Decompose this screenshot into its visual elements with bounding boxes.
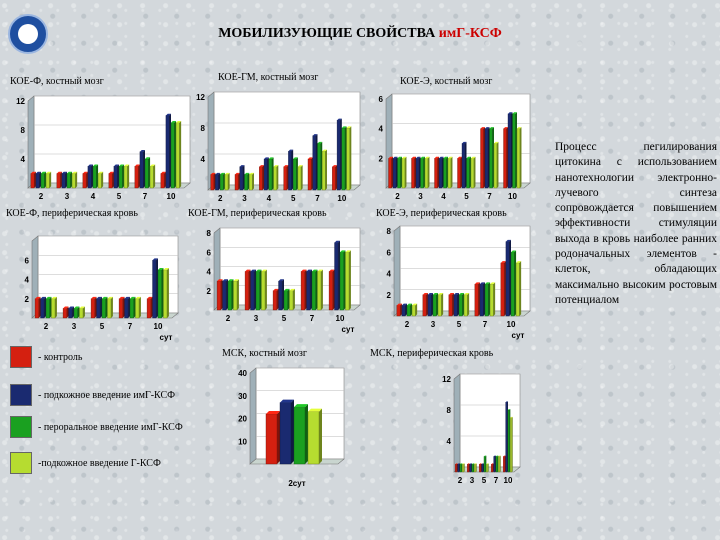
- bar-subcut_img: [307, 270, 312, 310]
- bar-subcut_gcsf: [402, 157, 406, 188]
- bar-subcut_img: [97, 297, 102, 318]
- y-tick-label: 4: [386, 269, 391, 279]
- bar-control: [423, 293, 428, 316]
- chart-label-cfu-f-bm: КОЕ-Ф, костный мозг: [10, 76, 104, 87]
- x-tick-label: 2: [217, 194, 223, 203]
- legend-label-oral-img: - пероральное введение имГ-КСФ: [38, 421, 183, 433]
- bar-subcut_gcsf: [486, 463, 488, 472]
- legend-subcut-img: [10, 384, 175, 406]
- bar-oral_img: [269, 157, 274, 190]
- bar-subcut_gcsf: [322, 150, 327, 190]
- legend-control: [10, 346, 82, 368]
- x-tick-label: 10: [506, 320, 516, 329]
- bar-control: [412, 157, 416, 188]
- y-tick-label: 12: [16, 97, 25, 106]
- bar-control: [161, 172, 166, 188]
- chart-side-wall: [394, 226, 400, 316]
- bar-subcut_gcsf: [490, 282, 495, 316]
- x-tick-label: 5: [464, 192, 469, 201]
- bar-subcut_gcsf: [79, 306, 84, 318]
- bar-subcut_gcsf: [474, 463, 476, 472]
- bar-control: [458, 157, 462, 188]
- chart-label-cfu-gm-bm: КОЕ-ГМ, костный мозг: [218, 72, 319, 83]
- x-tick-label: 5: [281, 314, 287, 323]
- bar-control: [273, 289, 278, 310]
- bar-oral_img: [460, 463, 462, 472]
- bar-subcut_img: [393, 157, 397, 188]
- bar-subcut_img: [506, 401, 508, 472]
- bar-subcut_gcsf: [46, 172, 51, 188]
- y-tick-label: 6: [386, 248, 391, 258]
- bar-oral_img: [294, 404, 308, 464]
- x-tick-label: 10: [153, 322, 163, 331]
- x-tick-label: 7: [142, 192, 148, 201]
- x-tick-label: 7: [482, 320, 488, 329]
- chart-cfu-f-peripheral-blood: [14, 232, 184, 344]
- bar-subcut_gcsf: [249, 173, 254, 190]
- x-tick-label: 5: [481, 476, 487, 485]
- legend-swatch-control: [10, 346, 32, 368]
- bar-control: [301, 270, 306, 310]
- x-tick-label: 10: [337, 194, 347, 203]
- y-tick-label: 12: [196, 93, 205, 102]
- bar-control: [235, 173, 240, 190]
- bar-oral_img: [284, 289, 289, 310]
- description-text: Процесс пегилирования цитокина с использованием нанотехнологии электронно-лучевого синтеза сопровождается повышением эффективности стимуляции выхода в кровь наиболее ранних родоначальных элементов - клеток, обладающих максимально высоким ростовым потенциалом: [555, 141, 717, 306]
- y-tick-label: 20: [238, 414, 247, 424]
- bar-control: [449, 293, 454, 316]
- bar-control: [332, 165, 337, 190]
- y-tick-label: 2: [378, 154, 383, 164]
- bar-control: [481, 127, 485, 188]
- bar-subcut_img: [313, 134, 318, 190]
- chart-side-wall: [454, 374, 460, 472]
- bar-control: [259, 165, 264, 190]
- bar-oral_img: [220, 173, 225, 190]
- y-tick-label: 4: [446, 437, 451, 446]
- bar-oral_img: [472, 463, 474, 472]
- x-tick-label: 4: [266, 194, 272, 203]
- bar-subcut_gcsf: [517, 127, 521, 188]
- x-tick-label: 3: [418, 192, 423, 201]
- x-tick-label: 7: [493, 476, 499, 485]
- chart-label-msc-bm: МСК, костный мозг: [222, 348, 307, 359]
- x-axis-label: сут: [159, 333, 173, 342]
- y-tick-label: 6: [24, 256, 29, 266]
- bar-subcut_img: [280, 400, 294, 464]
- chart-label-cfu-gm-pb: КОЕ-ГМ, периферическая кровь: [188, 208, 327, 219]
- bar-subcut_img: [337, 119, 342, 190]
- legend-label-subcut-img: - подкожное введение имГ-КСФ: [38, 389, 176, 401]
- bar-subcut_img: [494, 456, 496, 472]
- bar-oral_img: [130, 297, 135, 318]
- bar-control: [31, 172, 36, 188]
- bar-control: [245, 270, 250, 310]
- bar-control: [479, 463, 481, 472]
- bar-oral_img: [508, 409, 510, 472]
- y-tick-label: 4: [24, 275, 29, 285]
- bar-oral_img: [484, 456, 486, 472]
- bar-oral_img: [511, 250, 516, 316]
- bar-subcut_gcsf: [462, 463, 464, 472]
- bar-subcut_gcsf: [72, 172, 77, 188]
- x-tick-label: 4: [441, 192, 446, 201]
- bar-subcut_gcsf: [412, 304, 417, 316]
- bar-subcut_gcsf: [438, 293, 443, 316]
- bar-subcut_gcsf: [516, 261, 521, 316]
- x-axis-label: 2сут: [288, 479, 306, 488]
- bar-subcut_gcsf: [347, 126, 352, 190]
- y-tick-label: 30: [238, 391, 247, 401]
- x-tick-label: 10: [166, 192, 176, 201]
- bar-oral_img: [421, 157, 425, 188]
- x-tick-label: 7: [315, 194, 320, 203]
- bar-oral_img: [93, 164, 98, 188]
- bar-subcut_gcsf: [510, 417, 512, 472]
- x-tick-label: 2: [404, 320, 410, 329]
- legend-subcut-gcsf: [10, 452, 161, 474]
- bar-oral_img: [41, 172, 46, 188]
- bar-oral_img: [145, 157, 150, 188]
- chart-cfu-e-peripheral-blood: [376, 222, 536, 342]
- x-tick-label: 2: [225, 314, 231, 323]
- y-tick-label: 4: [378, 124, 383, 134]
- bar-oral_img: [158, 268, 163, 318]
- bar-oral_img: [444, 157, 448, 188]
- bar-control: [63, 306, 68, 318]
- bar-subcut_gcsf: [498, 456, 500, 472]
- bar-subcut_img: [223, 279, 228, 310]
- bar-oral_img: [256, 270, 261, 310]
- bar-subcut_img: [508, 112, 512, 188]
- bar-oral_img: [398, 157, 402, 188]
- bar-control: [109, 172, 114, 188]
- bar-control: [91, 297, 96, 318]
- bar-subcut_img: [166, 114, 171, 188]
- bar-subcut_gcsf: [233, 279, 238, 310]
- bar-subcut_img: [335, 241, 340, 310]
- bar-control: [397, 304, 402, 316]
- bar-subcut_img: [114, 164, 119, 188]
- bar-subcut_gcsf: [150, 164, 155, 188]
- bar-control: [504, 127, 508, 188]
- bar-oral_img: [67, 172, 72, 188]
- y-tick-label: 40: [238, 369, 247, 378]
- bar-subcut_img: [279, 279, 284, 310]
- x-tick-label: 2: [38, 192, 44, 201]
- x-tick-label: 3: [469, 476, 475, 485]
- bar-subcut_img: [288, 150, 293, 190]
- bar-oral_img: [340, 250, 345, 310]
- bar-subcut_gcsf: [345, 250, 350, 310]
- x-tick-label: 5: [116, 192, 122, 201]
- legend-label-subcut-gcsf: -подкожное введение Г-КСФ: [38, 457, 161, 469]
- x-tick-label: 7: [309, 314, 315, 323]
- bar-oral_img: [459, 293, 464, 316]
- chart-side-wall: [250, 368, 256, 464]
- bar-subcut_img: [480, 282, 485, 316]
- bar-control: [475, 282, 480, 316]
- bar-control: [455, 463, 457, 472]
- bar-oral_img: [102, 297, 107, 318]
- chart-cfu-gm-bone-marrow: [190, 88, 366, 204]
- bar-subcut_img: [41, 297, 46, 318]
- x-tick-label: 5: [99, 322, 105, 331]
- bar-control: [329, 270, 334, 310]
- bar-subcut_gcsf: [261, 270, 266, 310]
- bar-oral_img: [318, 142, 323, 190]
- bar-subcut_img: [215, 173, 220, 190]
- chart-cfu-gm-peripheral-blood: [196, 224, 366, 336]
- bar-oral_img: [119, 164, 124, 188]
- bar-subcut_gcsf: [124, 164, 129, 188]
- x-tick-label: 3: [71, 322, 77, 331]
- bar-subcut_gcsf: [163, 268, 168, 318]
- bar-control: [135, 164, 140, 188]
- bar-oral_img: [433, 293, 438, 316]
- bar-control: [83, 172, 88, 188]
- x-tick-label: 10: [508, 192, 517, 201]
- bar-subcut_gcsf: [274, 165, 279, 190]
- bar-subcut_img: [264, 157, 269, 190]
- bar-control: [57, 172, 62, 188]
- x-tick-label: 3: [430, 320, 436, 329]
- bar-subcut_gcsf: [176, 121, 181, 188]
- x-tick-label: 7: [127, 322, 133, 331]
- bar-subcut_img: [482, 463, 484, 472]
- y-tick-label: 10: [238, 437, 247, 447]
- bar-control: [308, 157, 313, 190]
- x-tick-label: 3: [64, 192, 70, 201]
- bar-control: [389, 157, 393, 188]
- bar-subcut_gcsf: [317, 270, 322, 310]
- bar-subcut_img: [428, 293, 433, 316]
- chart-label-cfu-e-pb: КОЕ-Э, периферическая кровь: [376, 208, 507, 219]
- bar-subcut_img: [485, 127, 489, 188]
- bar-oral_img: [490, 127, 494, 188]
- bar-subcut_img: [416, 157, 420, 188]
- bar-subcut_img: [454, 293, 459, 316]
- y-tick-label: 8: [386, 227, 391, 236]
- title-accent: имГ-КСФ: [438, 26, 502, 41]
- chart-msc-bone-marrow: [232, 364, 350, 490]
- bar-subcut_img: [62, 172, 67, 188]
- bar-subcut_gcsf: [308, 409, 322, 464]
- bar-oral_img: [485, 282, 490, 316]
- y-tick-label: 2: [206, 286, 211, 296]
- chart-cfu-e-bone-marrow: [368, 90, 536, 202]
- bar-control: [147, 297, 152, 318]
- chart-label-cfu-e-bm: КОЕ-Э, костный мозг: [400, 76, 493, 87]
- y-tick-label: 8: [206, 229, 211, 238]
- chart-msc-peripheral-blood: [436, 370, 526, 486]
- bar-control: [211, 173, 216, 190]
- bar-subcut_img: [36, 172, 41, 188]
- bar-subcut_gcsf: [289, 289, 294, 310]
- bar-control: [35, 297, 40, 318]
- bar-subcut_gcsf: [298, 165, 303, 190]
- y-tick-label: 8: [20, 126, 25, 135]
- chart-label-msc-pb: МСК, периферическая кровь: [370, 348, 494, 359]
- bar-oral_img: [171, 121, 176, 188]
- legend-swatch-oral-img: [10, 416, 32, 438]
- y-tick-label: 8: [200, 124, 205, 133]
- bar-control: [119, 297, 124, 318]
- y-tick-label: 4: [206, 267, 211, 277]
- bar-subcut_gcsf: [225, 173, 230, 190]
- bar-control: [501, 261, 506, 316]
- bar-subcut_gcsf: [471, 157, 475, 188]
- x-tick-label: 5: [290, 194, 296, 203]
- bar-subcut_gcsf: [135, 297, 140, 318]
- bar-control: [217, 279, 222, 310]
- x-tick-label: 4: [90, 192, 96, 201]
- bar-control: [467, 463, 469, 472]
- bar-subcut_img: [506, 240, 511, 316]
- bar-subcut_img: [458, 463, 460, 472]
- x-tick-label: 7: [487, 192, 492, 201]
- legend-swatch-subcut-gcsf: [10, 452, 32, 474]
- x-tick-label: 2: [457, 476, 463, 485]
- bar-subcut_img: [402, 304, 407, 316]
- bar-oral_img: [228, 279, 233, 310]
- x-tick-label: 5: [456, 320, 462, 329]
- bar-oral_img: [407, 304, 412, 316]
- title-main: МОБИЛИЗУЮЩИЕ СВОЙСТВА: [218, 26, 436, 41]
- chart-label-cfu-f-pb: КОЕ-Ф, периферическая кровь: [6, 208, 138, 219]
- bar-subcut_img: [470, 463, 472, 472]
- bar-control: [435, 157, 439, 188]
- bar-subcut_img: [88, 164, 93, 188]
- bar-subcut_gcsf: [425, 157, 429, 188]
- bar-subcut_img: [125, 297, 130, 318]
- x-axis-label: сут: [511, 331, 525, 340]
- y-tick-label: 2: [386, 290, 391, 300]
- y-tick-label: 2: [24, 294, 29, 304]
- bar-control: [491, 463, 493, 472]
- bar-control: [284, 165, 289, 190]
- bar-subcut_img: [240, 165, 245, 190]
- legend-swatch-subcut-img: [10, 384, 32, 406]
- bar-subcut_img: [462, 142, 466, 188]
- bar-oral_img: [293, 157, 298, 190]
- bar-oral_img: [467, 157, 471, 188]
- bar-oral_img: [74, 306, 79, 318]
- bar-subcut_img: [153, 258, 158, 318]
- bar-oral_img: [513, 112, 517, 188]
- bar-oral_img: [312, 270, 317, 310]
- y-tick-label: 8: [446, 406, 451, 415]
- bar-subcut_gcsf: [98, 172, 103, 188]
- x-tick-label: 3: [242, 194, 247, 203]
- x-axis-label: сут: [341, 325, 355, 334]
- y-tick-label: 6: [206, 248, 211, 258]
- bar-subcut_gcsf: [494, 142, 498, 188]
- x-tick-label: 2: [43, 322, 49, 331]
- bar-oral_img: [496, 456, 498, 472]
- bar-oral_img: [245, 173, 250, 190]
- y-tick-label: 6: [378, 95, 383, 104]
- x-tick-label: 10: [503, 476, 513, 485]
- bar-subcut_gcsf: [448, 157, 452, 188]
- legend-label-control: - контроль: [38, 351, 83, 363]
- chart-cfu-f-bone-marrow: [10, 92, 196, 202]
- y-tick-label: 12: [442, 375, 451, 384]
- bar-control: [266, 411, 280, 464]
- y-tick-label: 4: [20, 155, 25, 164]
- bar-subcut_img: [140, 150, 145, 188]
- x-tick-label: 10: [335, 314, 345, 323]
- x-tick-label: 2: [395, 192, 400, 201]
- bar-subcut_gcsf: [464, 293, 469, 316]
- y-tick-label: 4: [200, 155, 205, 164]
- bar-subcut_img: [251, 270, 256, 310]
- bar-oral_img: [46, 297, 51, 318]
- bar-subcut_gcsf: [107, 297, 112, 318]
- bar-control: [503, 456, 505, 472]
- legend-oral-img: [10, 416, 183, 438]
- bar-oral_img: [342, 126, 347, 190]
- bar-subcut_gcsf: [51, 297, 56, 318]
- page-title: [0, 26, 720, 42]
- bar-subcut_img: [439, 157, 443, 188]
- x-tick-label: 3: [253, 314, 259, 323]
- bar-subcut_img: [69, 306, 74, 318]
